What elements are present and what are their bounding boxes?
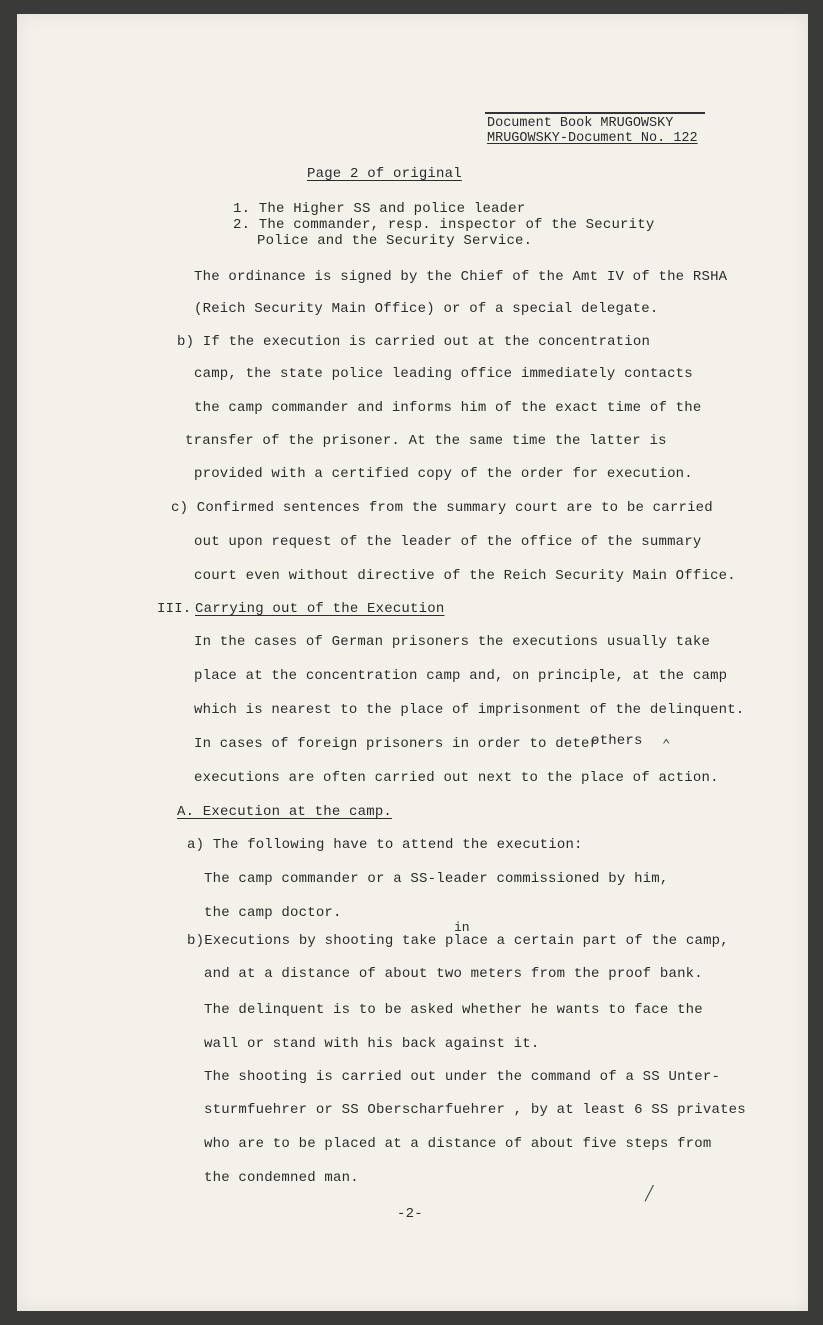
paragraph-line: In the cases of German prisoners the executions usually take [194,634,711,650]
paragraph-line: and at a distance of about two meters from the proof bank. [204,966,703,982]
paragraph-line: the condemned man. [204,1170,359,1186]
paragraph-line: place at the concentration camp and, on principle, at the camp [194,668,728,684]
paragraph-line: The shooting is carried out under the command of a SS Unter- [204,1069,721,1085]
page-number: -2- [397,1206,423,1222]
paragraph-line: transfer of the prisoner. At the same time the latter is [185,433,667,449]
paragraph-line: In cases of foreign prisoners in order to deter [194,736,599,752]
inserted-word: in [454,920,470,935]
pen-mark-icon: ╱ [645,1187,654,1203]
section-heading: Carrying out of the Execution [195,601,445,617]
paragraph-line: The ordinance is signed by the Chief of the Amt IV of the RSHA [194,269,728,285]
paragraph-line: which is nearest to the place of imprisonment of the delinquent. [194,702,745,718]
paragraph-line: who are to be placed at a distance of about five steps from [204,1136,712,1152]
paragraph-line: out upon request of the leader of the office of the summary [194,534,702,550]
inserted-word: others [591,733,643,749]
paragraph-line: b)Executions by shooting take place a certain part of the camp, [187,933,729,949]
paragraph-line: sturmfuehrer or SS Oberscharfuehrer , by at least 6 SS privates [204,1102,746,1118]
paragraph-line: a) The following have to attend the execution: [187,837,583,853]
paragraph-line: the camp doctor. [204,905,342,921]
paragraph-line: b) If the execution is carried out at the concentration [177,334,651,350]
document-page [17,14,808,1311]
document-number-label: MRUGOWSKY-Document No. 122 [487,131,698,146]
section-number: III. [157,601,192,617]
paragraph-line: provided with a certified copy of the order for execution. [194,466,693,482]
paragraph-line: camp, the state police leading office immediately contacts [194,366,693,382]
insertion-mark-icon: ⌃ [662,738,671,754]
list-item: 1. The Higher SS and police leader [233,201,526,217]
page-title: Page 2 of original [307,166,462,182]
paragraph-line: executions are often carried out next to the place of action. [194,770,719,786]
paragraph-line: The camp commander or a SS-leader commissioned by him, [204,871,669,887]
paragraph-line: court even without directive of the Reich Security Main Office. [194,568,736,584]
header-rule [485,112,705,114]
paragraph-line: c) Confirmed sentences from the summary court are to be carried [171,500,713,516]
list-item: Police and the Security Service. [257,233,533,249]
subsection-heading: A. Execution at the camp. [177,804,393,820]
paragraph-line: the camp commander and informs him of the exact time of the [194,400,702,416]
document-book-label: Document Book MRUGOWSKY [487,116,674,131]
list-item: 2. The commander, resp. inspector of the Security [233,217,655,233]
paragraph-line: (Reich Security Main Office) or of a special delegate. [194,301,659,317]
paragraph-line: wall or stand with his back against it. [204,1036,540,1052]
paragraph-line: The delinquent is to be asked whether he wants to face the [204,1002,703,1018]
